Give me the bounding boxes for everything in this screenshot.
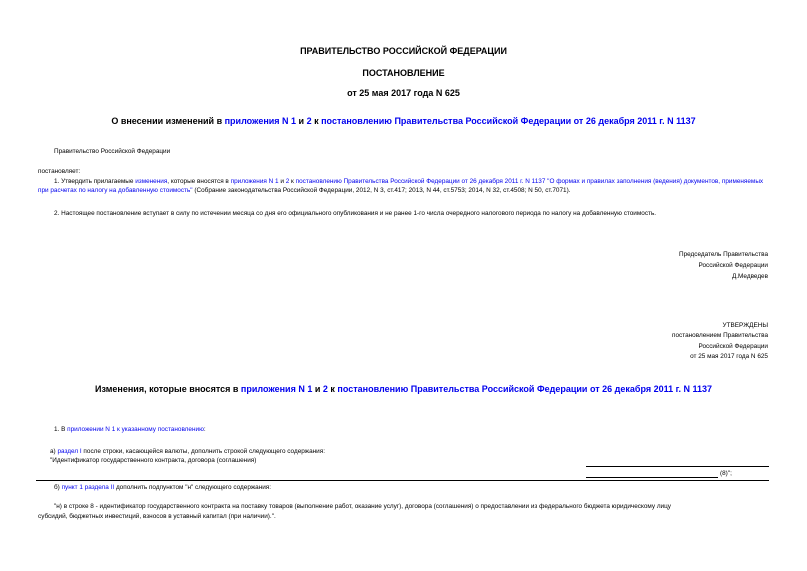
- item1-text-2: , которые вносятся в: [167, 178, 231, 185]
- signature-country: Российской Федерации: [698, 262, 768, 269]
- title-text-3: к: [311, 116, 322, 126]
- quote-subitem-n-line-1: "н) в строке 8 - идентификатор государственного контракта на поставку товаров (выполнение работ, оказание услуг), договора (соглашения) о предоставлении из федерального бюджета юридическому лицу: [54, 503, 671, 510]
- quote-identifier-end: (8)";: [720, 470, 732, 477]
- item1-text-4: к: [289, 178, 296, 185]
- changes-title-link-resolution[interactable]: постановлению Правительства Российской Федерации от 26 декабря 2011 г. N 1137: [337, 384, 712, 394]
- change-1-link-appendix[interactable]: приложении N 1 к указанному постановлению: [67, 426, 204, 433]
- approved-country: Российской Федерации: [698, 343, 768, 350]
- item1-link-resolution[interactable]: постановлению Правительства Российской Федерации от 26 декабря 2011 г. N 1137 "О формах и правилах заполнения (ведения): [295, 178, 682, 185]
- paragraph-item-2: 2. Настоящее постановление вступает в силу по истечении месяца со дня его официального опубликования и не ранее 1-го числа очередного налогового периода по налогу на добавленную стоимость.: [54, 210, 657, 217]
- change-b-text-2: дополнить подпунктом "н" следующего содержания:: [114, 484, 272, 491]
- change-a-text-2: после строки, касающейся валюты, дополнить строкой следующего содержания:: [81, 448, 325, 455]
- change-b-link-point[interactable]: пункт 1 раздела II: [61, 484, 115, 491]
- approved-heading: УТВЕРЖДЕНЫ: [722, 322, 768, 329]
- changes-title-link-appendix-1[interactable]: приложения N 1: [240, 384, 313, 394]
- quote-subitem-n-line-2: субсидий, бюджетных инвестиций, взносов в уставный капитал (при наличии).".: [38, 513, 276, 520]
- item1-link-appendix-1[interactable]: приложения N 1: [230, 178, 279, 185]
- change-b-text-1: б): [54, 484, 62, 491]
- changes-title-text-2: и: [312, 384, 323, 394]
- approved-by: постановлением Правительства: [672, 332, 768, 339]
- changes-title: [0, 384, 807, 394]
- item1-link-appendix-2[interactable]: 2: [285, 178, 290, 185]
- government-heading: ПРАВИТЕЛЬСТВО РОССИЙСКОЙ ФЕДЕРАЦИИ: [300, 46, 507, 56]
- item1-link-changes[interactable]: изменения: [135, 178, 168, 185]
- table-rule-top: [586, 466, 769, 467]
- table-rule-bottom: [586, 477, 718, 478]
- changes-title-link-appendix-2[interactable]: 2: [322, 384, 328, 394]
- item1-text-5: (Собрание законодательства Российской Федерации, 2012, N 3, ст.417; 2013, N 44, ст.5753; 2014, N 32, ст.4508; N 50, ст.7071).: [192, 187, 571, 194]
- change-a-link-section[interactable]: раздел I: [57, 448, 82, 455]
- document-type: ПОСТАНОВЛЕНИЕ: [362, 68, 445, 78]
- item1-text-3: и: [278, 178, 286, 185]
- change-1: [54, 425, 206, 434]
- item1-link-documents[interactable]: документов, применяемых при расчетах по налогу на добавленную стоимость": [38, 178, 764, 194]
- paragraph-item-1: [38, 177, 768, 195]
- intro-resolves: постановляет:: [38, 168, 81, 175]
- changes-title-text-1: Изменения, которые вносятся в: [95, 384, 241, 394]
- title-text-1: О внесении изменений в: [111, 116, 225, 126]
- change-a-text-1: а): [50, 448, 58, 455]
- change-b: [54, 483, 271, 492]
- change-1-text-2: :: [203, 426, 206, 433]
- document-title: [0, 116, 807, 126]
- title-link-appendix-2[interactable]: 2: [306, 116, 312, 126]
- quote-identifier: "Идентификатор государственного контракта, договора (соглашения): [50, 457, 257, 464]
- divider-line: [36, 480, 769, 481]
- signature-title: Председатель Правительства: [679, 251, 768, 258]
- change-a: [50, 447, 325, 456]
- document-date-number: от 25 мая 2017 года N 625: [347, 88, 460, 98]
- signature-name: Д.Медведев: [731, 273, 768, 280]
- approved-date: от 25 мая 2017 года N 625: [690, 353, 768, 360]
- title-link-resolution[interactable]: постановлению Правительства Российской Федерации от 26 декабря 2011 г. N 1137: [321, 116, 696, 126]
- title-link-appendix-1[interactable]: приложения N 1: [224, 116, 297, 126]
- item1-text-1: 1. Утвердить прилагаемые: [54, 178, 136, 185]
- intro-government: Правительство Российской Федерации: [54, 148, 171, 155]
- title-text-2: и: [296, 116, 307, 126]
- change-1-text-1: 1. В: [54, 426, 68, 433]
- changes-title-text-3: к: [327, 384, 338, 394]
